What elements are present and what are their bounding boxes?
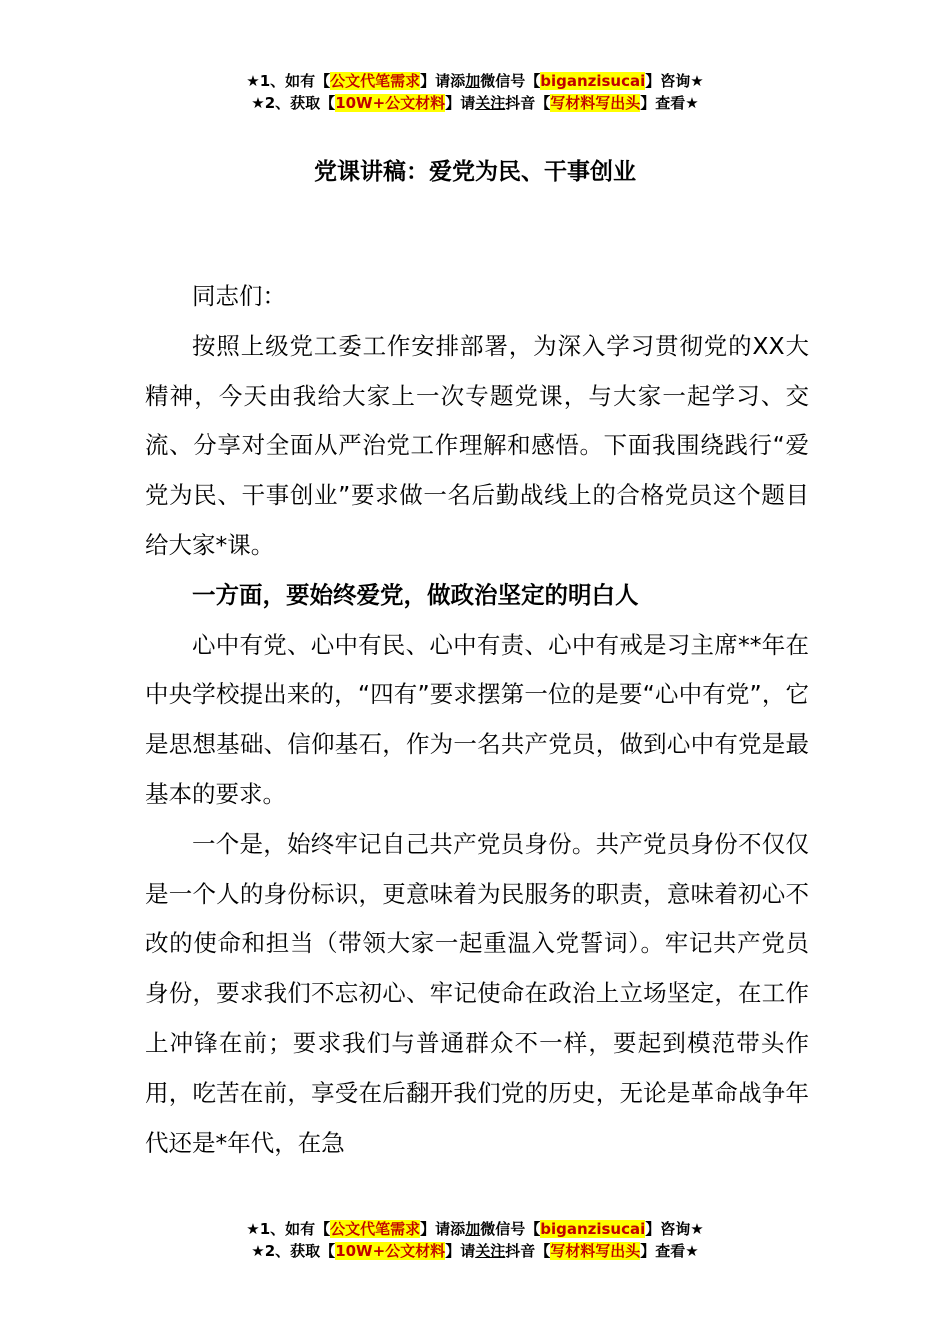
banner-underline: 加 bbox=[465, 72, 481, 90]
banner-text: ★2、获取【 bbox=[251, 1242, 336, 1260]
banner-text: 】请添 bbox=[420, 1220, 466, 1238]
banner-text: 】请添 bbox=[420, 72, 466, 90]
banner-text: 微信号【 bbox=[480, 72, 541, 90]
document-body bbox=[145, 272, 809, 1168]
section-heading: 一方面，要始终爱党，做政治坚定的明白人 bbox=[192, 580, 639, 609]
banner-underline: 关注 bbox=[475, 1242, 506, 1260]
paragraph: 一个是，始终牢记自己共产党员身份。共产党员身份不仅仅是一个人的身份标识，更意味着为民服务的职责，意味着初心不改的使命和担当（带领大家一起重温入党誓词）。牢记共产党员身份，要求我们不忘初心、牢记使命在政治上立场坚定，在工作上冲锋在前；要求我们与普通群众不一样，要起到模范带头作用，吃苦在前，享受在后翻开我们党的历史，无论是革命战争年代还是*年代，在急 bbox=[145, 829, 809, 1157]
footer-banner bbox=[0, 1218, 950, 1262]
banner-text: 】查看★ bbox=[640, 94, 699, 112]
header-banner bbox=[0, 70, 950, 114]
banner-highlight: 公文代笔需求 bbox=[330, 72, 421, 90]
banner-underline: 加 bbox=[465, 1220, 481, 1238]
banner-text: 抖音【 bbox=[505, 94, 551, 112]
banner-line-2 bbox=[0, 92, 950, 114]
banner-text: ★2、获取【 bbox=[251, 94, 336, 112]
banner-text: 】咨询★ bbox=[645, 72, 704, 90]
banner-text: 】请 bbox=[445, 1242, 476, 1260]
banner-text: 】咨询★ bbox=[645, 1220, 704, 1238]
banner-highlight: 公文代笔需求 bbox=[330, 1220, 421, 1238]
banner-highlight: biganzisucai bbox=[540, 72, 646, 90]
banner-highlight: biganzisucai bbox=[540, 1220, 646, 1238]
banner-highlight: 10W+公文材料 bbox=[335, 94, 446, 112]
banner-text: 】请 bbox=[445, 94, 476, 112]
banner-text: 抖音【 bbox=[505, 1242, 551, 1260]
banner-highlight: 10W+公文材料 bbox=[335, 1242, 446, 1260]
banner-text: ★1、如有【 bbox=[246, 72, 331, 90]
banner-line-1 bbox=[0, 70, 950, 92]
banner-text: 微信号【 bbox=[480, 1220, 541, 1238]
paragraph: 心中有党、心中有民、心中有责、心中有戒是习主席**年在中央学校提出来的，“四有”要求摆第一位的是要“心中有党”，它是思想基础、信仰基石，作为一名共产党员，做到心中有党是最基本的要求。 bbox=[145, 630, 809, 808]
document-title: 党课讲稿：爱党为民、干事创业 bbox=[314, 159, 636, 185]
banner-highlight: 写材料写出头 bbox=[550, 94, 641, 112]
banner-text: ★1、如有【 bbox=[246, 1220, 331, 1238]
banner-underline: 关注 bbox=[475, 94, 506, 112]
paragraph: 按照上级党工委工作安排部署，为深入学习贯彻党的XX大精神，今天由我给大家上一次专题党课，与大家一起学习、交流、分享对全面从严治党工作理解和感悟。下面我围绕践行“爱党为民、干事创业”要求做一名后勤战线上的合格党员这个题目给大家*课。 bbox=[145, 331, 809, 559]
banner-text: 】查看★ bbox=[640, 1242, 699, 1260]
salutation: 同志们： bbox=[192, 282, 286, 310]
banner-line-2 bbox=[0, 1240, 950, 1262]
banner-highlight: 写材料写出头 bbox=[550, 1242, 641, 1260]
banner-line-1 bbox=[0, 1218, 950, 1240]
